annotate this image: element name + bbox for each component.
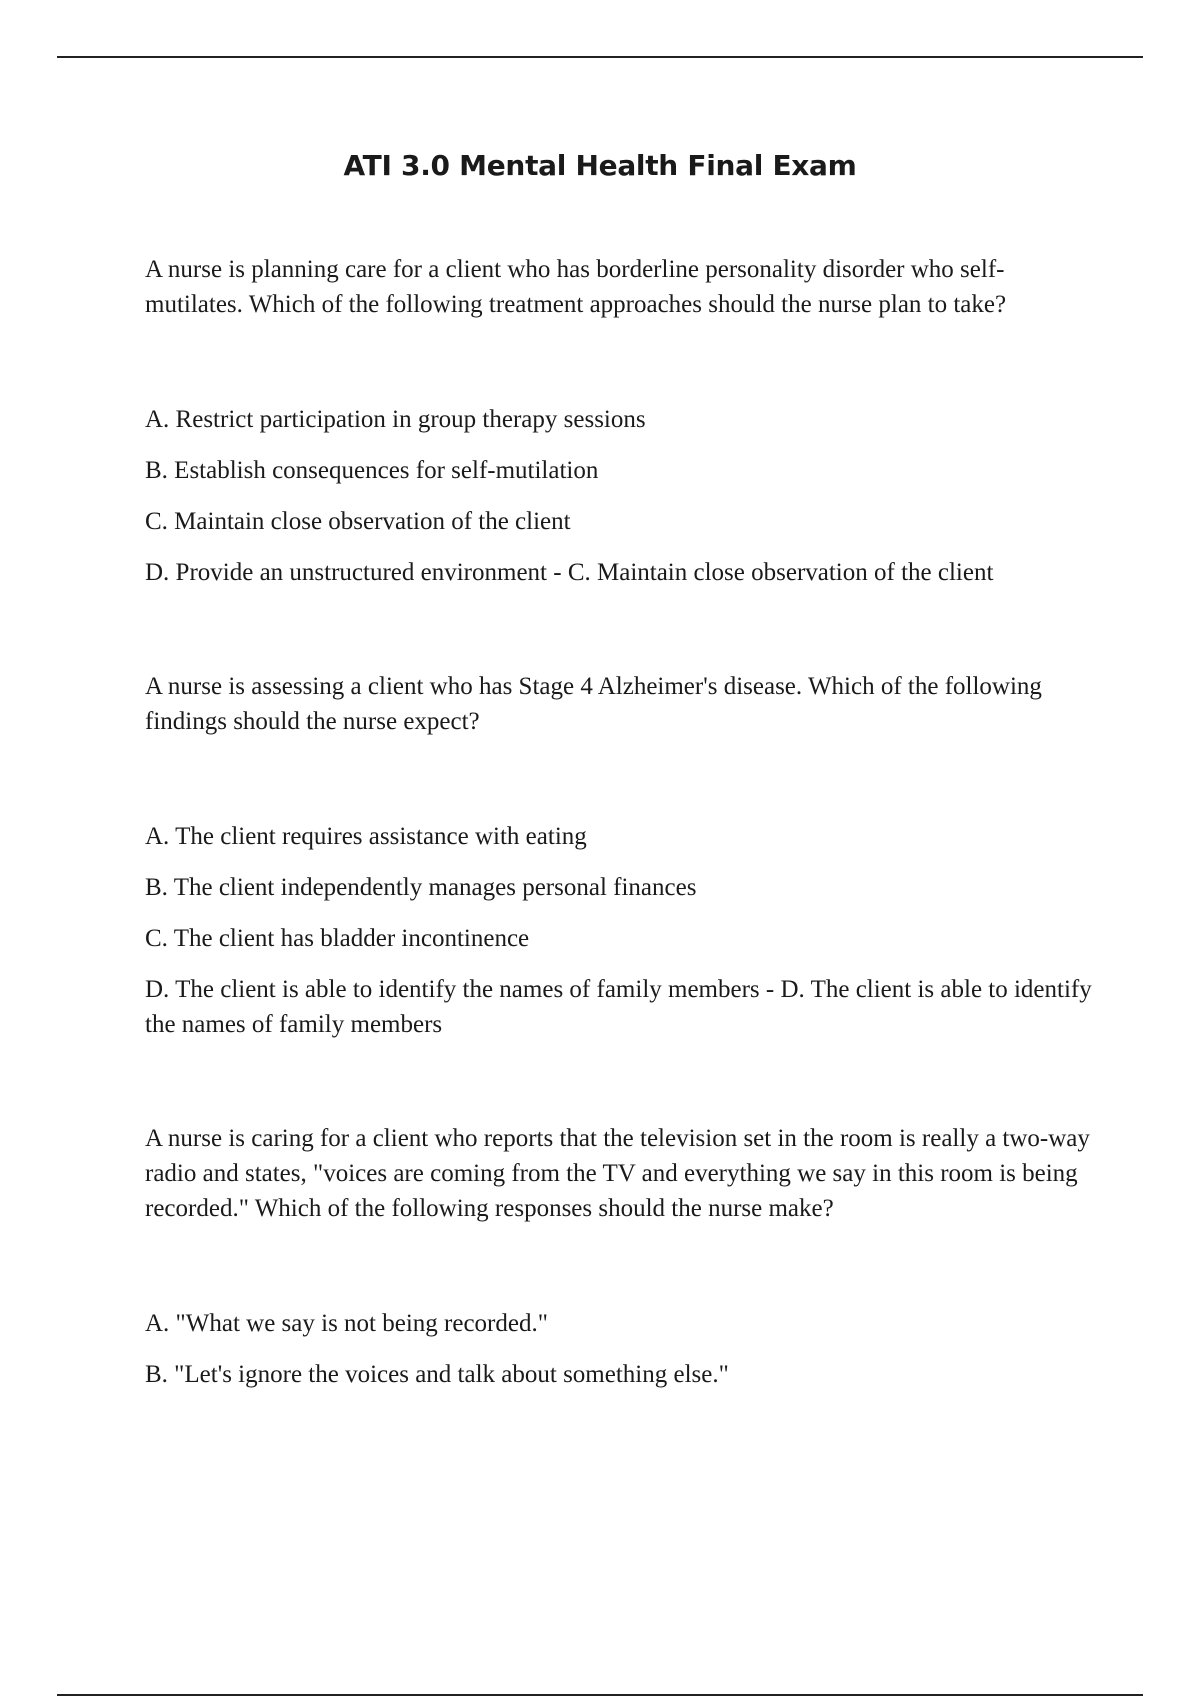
question-item	[145, 669, 1095, 1042]
answer-option: B. The client independently manages personal finances	[145, 874, 697, 901]
question-text: A nurse is planning care for a client who has borderline personality disorder who self-mutilates. Which of the following treatment approaches should the nurse plan to take?	[145, 256, 1007, 318]
question-item	[145, 1121, 1095, 1392]
question-item	[145, 252, 1095, 590]
exam-content	[145, 252, 1095, 1408]
question-text: A nurse is caring for a client who reports that the television set in the room is really a two-way radio and states, "voices are coming from the TV and everything we say in this room is being recorded." Which of the following responses should the nurse make?	[145, 1125, 1090, 1222]
bottom-rule	[57, 1694, 1143, 1696]
answer-option: A. The client requires assistance with eating	[145, 823, 587, 850]
answer-options	[145, 819, 1095, 1042]
answer-option: A. Restrict participation in group therapy sessions	[145, 406, 646, 433]
answer-option: C. The client has bladder incontinence	[145, 925, 530, 952]
answer-option: D. Provide an unstructured environment - C. Maintain close observation of the client	[145, 559, 994, 586]
answer-option: D. The client is able to identify the names of family members - D. The client is able to identify the names of family members	[145, 976, 1092, 1038]
top-rule	[57, 56, 1143, 58]
question-text: A nurse is assessing a client who has Stage 4 Alzheimer's disease. Which of the following findings should the nurse expect?	[145, 673, 1042, 735]
answer-option: C. Maintain close observation of the client	[145, 508, 571, 535]
answer-options	[145, 1306, 1095, 1392]
answer-option: B. "Let's ignore the voices and talk about something else."	[145, 1361, 729, 1388]
answer-option: B. Establish consequences for self-mutilation	[145, 457, 599, 484]
document-title: ATI 3.0 Mental Health Final Exam	[343, 149, 857, 182]
answer-option: A. "What we say is not being recorded."	[145, 1310, 548, 1337]
answer-options	[145, 402, 1095, 590]
